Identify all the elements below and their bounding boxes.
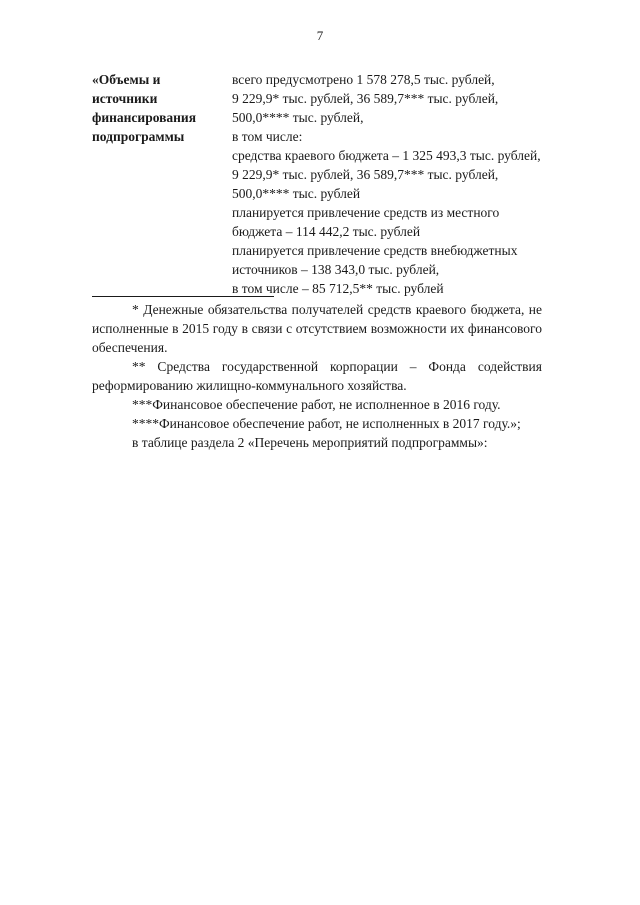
content-line: 9 229,9* тыс. рублей, 36 589,7*** тыс. рублей, xyxy=(232,91,499,106)
section-label-line: «Объемы и xyxy=(92,72,161,87)
footnote-1-line: обеспечения. xyxy=(92,340,168,355)
content-line: средства краевого бюджета – 1 325 493,3 тыс. рублей, xyxy=(232,148,541,163)
content-line: планируется привлечение средств из местного xyxy=(232,205,500,220)
content-line: в том числе – 85 712,5** тыс. рублей xyxy=(232,281,444,296)
content-line: всего предусмотрено 1 578 278,5 тыс. рублей, xyxy=(232,72,495,87)
content-line: 500,0**** тыс. рублей xyxy=(232,186,361,201)
content-line: планируется привлечение средств внебюджетных xyxy=(232,243,518,258)
footnotes xyxy=(92,300,542,452)
footnote-2-line: реформированию жилищно-коммунального хозяйства. xyxy=(92,378,407,393)
content-line: в том числе: xyxy=(232,129,303,144)
footnote-1-line: исполненные в 2015 году в связи с отсутствием возможности их финансового xyxy=(92,321,542,336)
content-line: бюджета – 114 442,2 тыс. рублей xyxy=(232,224,421,239)
section-label-line: источники xyxy=(92,91,158,106)
closing-text: в таблице раздела 2 «Перечень мероприятий подпрограммы»: xyxy=(132,435,488,450)
footnote-4: ****Финансовое обеспечение работ, не исполненных в 2017 году.»; xyxy=(132,416,521,431)
section-label-line: подпрограммы xyxy=(92,129,185,144)
footnote-1-line: * Денежные обязательства получателей средств краевого бюджета, не xyxy=(132,302,542,317)
content-line: 500,0**** тыс. рублей, xyxy=(232,110,364,125)
footnote-2-line: ** Средства государственной корпорации – Фонда содействия xyxy=(132,359,542,374)
financing-content xyxy=(232,70,582,298)
content-line: 9 229,9* тыс. рублей, 36 589,7*** тыс. рублей, xyxy=(232,167,499,182)
page-number: 7 xyxy=(316,28,324,43)
section-label xyxy=(92,70,222,146)
content-line: источников – 138 343,0 тыс. рублей, xyxy=(232,262,440,277)
footnote-3: ***Финансовое обеспечение работ, не исполненное в 2016 году. xyxy=(132,397,501,412)
section-label-line: финансирования xyxy=(92,110,197,125)
footnote-separator xyxy=(92,296,274,297)
